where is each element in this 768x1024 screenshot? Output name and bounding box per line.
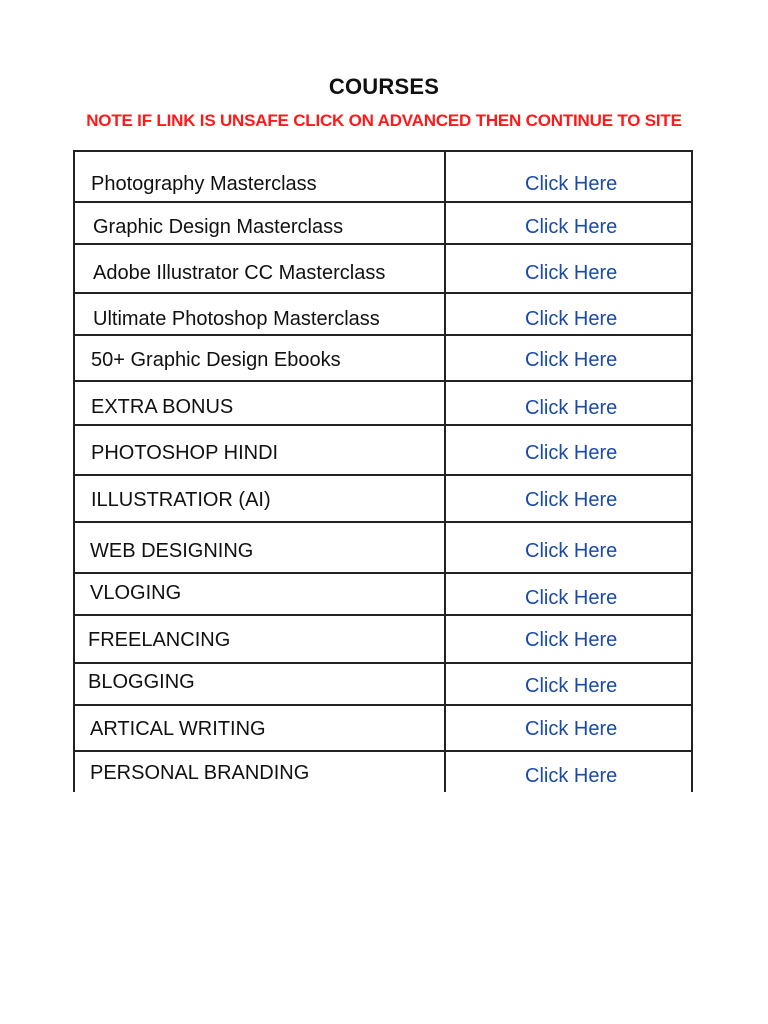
- course-name: ARTICAL WRITING: [90, 718, 266, 740]
- table-row: [75, 476, 691, 523]
- course-name: 50+ Graphic Design Ebooks: [91, 349, 341, 371]
- course-name: ILLUSTRATIOR (AI): [91, 489, 271, 511]
- course-link[interactable]: Click Here: [525, 173, 618, 195]
- courses-table: [73, 150, 693, 792]
- course-link[interactable]: Click Here: [525, 629, 618, 651]
- course-name: EXTRA BONUS: [91, 396, 234, 418]
- table-row: [75, 426, 691, 476]
- table-row: [75, 616, 691, 664]
- warning-note: NOTE IF LINK IS UNSAFE CLICK ON ADVANCED THEN CONTINUE TO SITE: [86, 111, 682, 130]
- course-link[interactable]: Click Here: [525, 442, 618, 464]
- table-row: [75, 752, 691, 794]
- table-row: [75, 523, 691, 574]
- table-row: [75, 152, 691, 203]
- course-name: Graphic Design Masterclass: [93, 216, 344, 238]
- course-name: Adobe Illustrator CC Masterclass: [93, 262, 386, 284]
- course-link[interactable]: Click Here: [525, 216, 618, 238]
- course-link[interactable]: Click Here: [525, 349, 618, 371]
- course-link[interactable]: Click Here: [525, 718, 618, 740]
- course-link[interactable]: Click Here: [525, 765, 618, 787]
- course-link[interactable]: Click Here: [525, 489, 618, 511]
- table-row: [75, 294, 691, 336]
- course-link[interactable]: Click Here: [525, 308, 618, 330]
- table-row: [75, 203, 691, 245]
- table-row: [75, 574, 691, 616]
- course-link[interactable]: Click Here: [525, 397, 618, 419]
- table-row: [75, 245, 691, 294]
- course-name: PHOTOSHOP HINDI: [91, 442, 279, 464]
- course-link[interactable]: Click Here: [525, 262, 618, 284]
- table-row: [75, 706, 691, 752]
- course-link[interactable]: Click Here: [525, 540, 618, 562]
- course-name: FREELANCING: [88, 629, 231, 651]
- course-link[interactable]: Click Here: [525, 587, 618, 609]
- course-name: VLOGING: [90, 582, 182, 604]
- table-row: [75, 664, 691, 706]
- table-row: [75, 336, 691, 382]
- course-name: Photography Masterclass: [91, 173, 317, 195]
- course-name: BLOGGING: [88, 671, 195, 693]
- course-name: Ultimate Photoshop Masterclass: [93, 308, 380, 330]
- course-link[interactable]: Click Here: [525, 675, 618, 697]
- table-row: [75, 382, 691, 426]
- course-name: PERSONAL BRANDING: [90, 762, 310, 784]
- course-name: WEB DESIGNING: [90, 540, 254, 562]
- page-title: COURSES: [328, 74, 440, 99]
